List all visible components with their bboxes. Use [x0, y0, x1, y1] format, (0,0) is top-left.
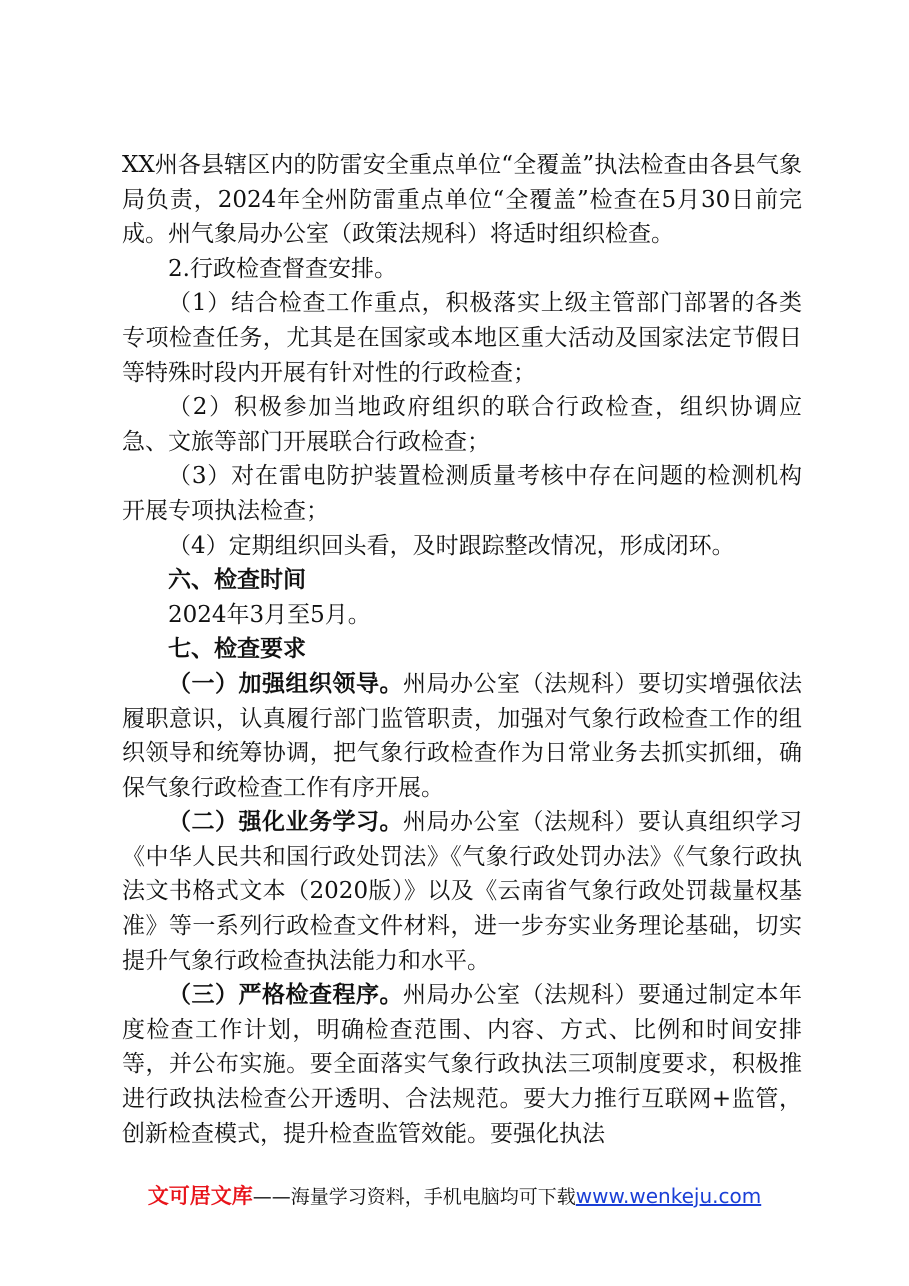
section-heading-inspection-time: 六、检查时间 [168, 567, 306, 594]
section-heading-inspection-requirements: 七、检查要求 [168, 636, 306, 663]
paragraph-requirement-3 [122, 978, 802, 1151]
document-body [122, 148, 802, 1151]
footer-url-link[interactable]: www.wenkeju.com [575, 1184, 762, 1208]
paragraph-item-4: （4）定期组织回头看，及时跟踪整改情况，形成闭环。 [168, 532, 735, 559]
paragraph-item-3: （3）对在雷电防护装置检测质量考核中存在问题的检测机构开展专项执法检查； [122, 463, 802, 524]
footer-tagline: ——海量学习资料，手机电脑均可下载 [252, 1186, 576, 1208]
paragraph-supervision-heading: 2.行政检查督查安排。 [168, 255, 397, 282]
requirement-1-lead: （一）加强组织领导。 [168, 670, 403, 697]
paragraph-inspection-time: 2024年3月至5月。 [168, 601, 371, 628]
paragraph-requirement-1 [122, 667, 802, 805]
requirement-1-text: 州局办公室（法规科）要切实增强依法履职意识，认真履行部门监管职责，加强对气象行政检查工作的组织领导和统筹协调，把气象行政检查作为日常业务去抓实抓细，确保气象行政检查工作有序开展。 [122, 670, 802, 801]
requirement-3-text: 州局办公室（法规科）要通过制定本年度检查工作计划，明确检查范围、内容、方式、比例和时间安排等，并公布实施。要全面落实气象行政执法三项制度要求，积极推进行政执法检查公开透明、合法规范。要大力推行互联网+监管，创新检查模式，提升检查监管效能。要强化执法 [122, 982, 802, 1147]
paragraph-item-1: （1）结合检查工作重点，积极落实上级主管部门部署的各类专项检查任务，尤其是在国家或本地区重大活动及国家法定节假日等特殊时段内开展有针对性的行政检查； [122, 290, 802, 386]
requirement-2-lead: （二）强化业务学习。 [168, 809, 403, 836]
requirement-2-text: 州局办公室（法规科）要认真组织学习《中华人民共和国行政处罚法》《气象行政处罚办法》《气象行政执法文书格式文本（2020版）》以及《云南省气象行政处罚裁量权基准》等一系列行政检查文件材料，进一步夯实业务理论基础，切实提升气象行政检查执法能力和水平。 [122, 809, 802, 974]
footer-brand: 文可居文库 [147, 1184, 253, 1208]
paragraph-item-2: （2）积极参加当地政府组织的联合行政检查，组织协调应急、文旅等部门开展联合行政检查； [122, 394, 802, 455]
requirement-3-lead: （三）严格检查程序。 [168, 982, 403, 1009]
paragraph-continuation: XX州各县辖区内的防雷安全重点单位“全覆盖”执法检查由各县气象局负责，2024年全州防雷重点单位“全覆盖”检查在5月30日前完成。州气象局办公室（政策法规科）将适时组织检查。 [122, 152, 802, 248]
footer-banner [0, 1180, 909, 1210]
paragraph-requirement-2 [122, 805, 802, 978]
